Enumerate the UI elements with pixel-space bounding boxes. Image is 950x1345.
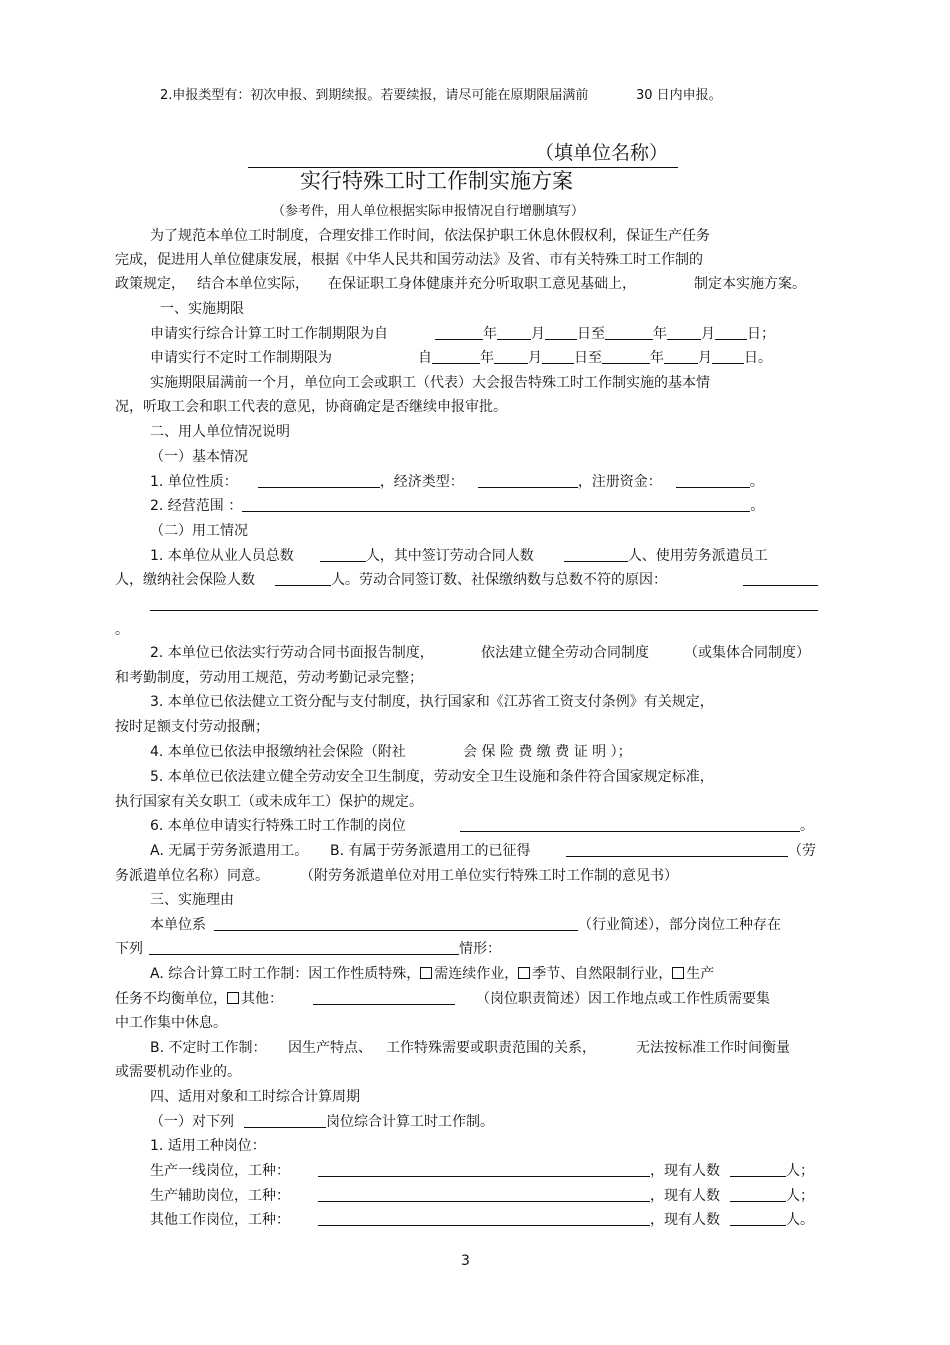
year-label: 年 <box>650 350 664 366</box>
intro-line-3a: 政策规定， <box>115 276 185 292</box>
post-row-auxiliary <box>150 1186 290 1206</box>
applicable-posts-suffix: 岗位综合计算工时工作制。 <box>326 1114 494 1130</box>
day-end-label: 日。 <box>744 350 772 366</box>
post-row-other <box>150 1210 290 1230</box>
post-label: 生产辅助岗位，工种： <box>150 1188 290 1204</box>
day-to-label: 日至 <box>577 326 605 342</box>
irr-start-month[interactable] <box>494 348 528 364</box>
following-label: 下列 <box>115 941 143 957</box>
dispatch-unit-field[interactable] <box>566 841 788 857</box>
person-unit: 人； <box>786 1188 814 1204</box>
mismatch-reason-field-b[interactable] <box>150 595 818 615</box>
intro-line-3d: 制定本实施方案。 <box>694 276 806 292</box>
unit-name-hint: （填单位名称） <box>535 142 669 164</box>
option-other: 其他： <box>241 991 283 1007</box>
application-type-note <box>160 86 588 106</box>
insurance-count-field[interactable] <box>275 570 331 586</box>
count-label: ，现有人数 <box>650 1163 720 1179</box>
reason-a-row-2 <box>115 989 455 1009</box>
checkbox-other[interactable] <box>227 992 239 1004</box>
situation-field[interactable] <box>149 939 459 955</box>
day-end-label: 日； <box>747 326 775 342</box>
comp-period-label: 申请实行综合计算工时工作制期限为自 <box>150 326 388 342</box>
uneven-task-label: 任务不均衡单位， <box>115 991 227 1007</box>
econ-type-field[interactable] <box>478 472 578 488</box>
mismatch-period: 。 <box>115 622 129 638</box>
employment-heading: （二）用工情况 <box>150 523 248 539</box>
comp-start-day[interactable] <box>545 324 577 340</box>
capital-field[interactable] <box>676 472 750 488</box>
auxiliary-count-field[interactable] <box>730 1186 786 1202</box>
section-4-heading: 四、适用对象和工时综合计算周期 <box>150 1089 360 1105</box>
econ-type-label: ，经济类型： <box>379 474 464 490</box>
period: 。 <box>749 474 764 490</box>
total-staff-label: 1. 本单位从业人员总数 <box>150 548 294 564</box>
other-type-field[interactable] <box>318 1210 650 1226</box>
e2-line-a: 2. 本单位已依法实行劳动合同书面报告制度， <box>150 645 434 661</box>
irr-end-year[interactable] <box>602 348 650 364</box>
reason-row-1 <box>150 915 781 935</box>
reason-a-row-2b: （岗位职责简述）因工作地点或工作性质需要集 <box>476 991 770 1007</box>
irr-start-year[interactable] <box>432 348 480 364</box>
scope-row <box>150 496 764 516</box>
comp-start-month[interactable] <box>497 324 531 340</box>
post-row-other-fields <box>318 1210 814 1230</box>
year-label: 年 <box>653 326 667 342</box>
insurance-count-label: 人，缴纳社会保险人数 <box>115 572 255 588</box>
contract-count-field[interactable] <box>564 546 628 562</box>
reason-b-part-2: 因生产特点、 <box>288 1040 372 1056</box>
scope-label: 2. 经营范围 ： <box>150 498 243 514</box>
reason-row-2 <box>115 939 501 959</box>
from-label: 自 <box>418 350 432 366</box>
count-label: ，现有人数 <box>650 1212 720 1228</box>
e6-option-a: A. 无属于劳务派遣用工。 <box>150 843 309 859</box>
expire-line-1: 实施期限届满前一个月，单位向工会或职工（代表）大会报告特殊工时工作制实施的基本情 <box>150 375 710 391</box>
dispatch-unit-hint: （劳 <box>788 843 816 859</box>
comp-start-year[interactable] <box>435 324 483 340</box>
intro-line-3b: 结合本单位实际， <box>197 276 309 292</box>
basic-info-heading: （一）基本情况 <box>150 449 248 465</box>
applicable-posts-row <box>150 1112 494 1132</box>
reason-b-part-3: 工作特殊需要或职责范围的关系， <box>386 1040 596 1056</box>
contract-count-label: 人，其中签订劳动合同人数 <box>365 548 534 564</box>
comp-reason-label: A. 综合计算工时工作制：因工作性质特殊， <box>150 966 421 982</box>
checkbox-seasonal[interactable] <box>518 967 530 979</box>
post-row-auxiliary-fields <box>318 1186 814 1206</box>
industry-field[interactable] <box>214 915 578 931</box>
mismatch-underline-2[interactable] <box>150 595 818 611</box>
nature-field[interactable] <box>258 472 380 488</box>
day-to-label: 日至 <box>574 350 602 366</box>
reason-b-part-4: 无法按标准工作时间衡量 <box>636 1040 790 1056</box>
nature-row <box>150 472 764 492</box>
mismatch-reason-field-a[interactable] <box>743 570 818 590</box>
e4-line-b: 会 保 险 费 缴 费 证 明 ）； <box>463 744 632 760</box>
frontline-count-field[interactable] <box>730 1161 786 1177</box>
irr-start-day[interactable] <box>542 348 574 364</box>
total-staff-field[interactable] <box>320 546 366 562</box>
for-following-label: （一）对下列 <box>150 1114 234 1130</box>
year-label: 年 <box>480 350 494 366</box>
reason-a-row-1 <box>150 964 714 984</box>
irr-end-day[interactable] <box>712 348 744 364</box>
page-number: 3 <box>461 1253 470 1269</box>
other-reason-field[interactable] <box>313 989 455 1005</box>
year-label: 年 <box>483 326 497 342</box>
reason-b-label: B. 不定时工作制： <box>150 1040 267 1056</box>
e2-line-c: （或集体合同制度） <box>684 645 810 661</box>
section-1-heading: 一、实施期限 <box>160 301 244 317</box>
comp-end-month[interactable] <box>667 324 701 340</box>
month-label: 月 <box>531 326 545 342</box>
comp-end-day[interactable] <box>715 324 747 340</box>
mismatch-underline-1[interactable] <box>743 570 818 586</box>
e6-posts-field[interactable] <box>460 816 800 832</box>
option-seasonal: 季节、自然限制行业， <box>532 966 673 982</box>
post-label: 生产一线岗位，工种： <box>150 1163 290 1179</box>
person-unit: 人。 <box>786 1212 814 1228</box>
month-label: 月 <box>701 326 715 342</box>
auxiliary-type-field[interactable] <box>318 1186 650 1202</box>
section-2-heading: 二、用人单位情况说明 <box>150 424 290 440</box>
e6-line-e: （附劳务派遣单位对用工单位实行特殊工时工作制的意见书） <box>300 868 678 884</box>
note-text: 2.申报类型有：初次申报、到期续报。若要续报，请尽可能在原期限届满前 <box>160 88 589 103</box>
post-label: 其他工作岗位，工种： <box>150 1212 290 1228</box>
applicable-posts-field[interactable] <box>244 1112 326 1128</box>
irr-end-month[interactable] <box>664 348 698 364</box>
other-count-field[interactable] <box>730 1210 786 1226</box>
unit-is-label: 本单位系 <box>150 917 206 933</box>
intro-line-3c: 在保证职工身体健康并充分听取职工意见基础上， <box>328 276 636 292</box>
dispatch-label: 人、使用劳务派遣员工 <box>627 548 768 564</box>
e6-line: 6. 本单位申请实行特殊工时工作制的岗位 <box>150 818 406 834</box>
nature-label: 1. 单位性质： <box>150 474 238 490</box>
count-label: ，现有人数 <box>650 1188 720 1204</box>
post-row-frontline <box>150 1161 290 1181</box>
option-production: 生产 <box>686 966 715 982</box>
e3-line-a: 3. 本单位已依法健立工资分配与支付制度，执行国家和《江苏省工资支付条例》有关规定， <box>150 694 714 710</box>
industry-hint: （行业简述），部分岗位工种存在 <box>578 917 781 933</box>
month-label: 月 <box>698 350 712 366</box>
period: 。 <box>800 818 814 834</box>
e4-line-a: 4. 本单位已依法申报缴纳社会保险（附社 <box>150 744 406 760</box>
scope-field[interactable] <box>242 496 750 512</box>
irr-period-fields <box>418 348 772 368</box>
irr-period-label: 申请实行不定时工作制期限为 <box>150 350 332 366</box>
checkbox-production[interactable] <box>672 967 684 979</box>
checkbox-continuous[interactable] <box>420 967 432 979</box>
mismatch-reason-label: 人。劳动合同签订数、社保缴纳数与总数不符的原因： <box>331 572 667 588</box>
comp-end-year[interactable] <box>605 324 653 340</box>
e6-line-d: 务派遣单位名称）同意。 <box>115 868 269 884</box>
reason-a-row-3: 中工作集中休息。 <box>115 1015 227 1031</box>
intro-line-2: 完成，促进用人单位健康发展，根据《中华人民共和国劳动法》及省、市有关特殊工时工作制的 <box>115 252 703 268</box>
e2-line-b: 依法建立健全劳动合同制度 <box>481 645 649 661</box>
e6-field-row <box>460 816 814 836</box>
application-type-note-tail: 30 日内申报。 <box>636 88 722 103</box>
document-title: 实行特殊工时工作制实施方案 <box>300 169 573 193</box>
e2-line-d: 和考勤制度，劳动用工规范，劳动考勤记录完整； <box>115 670 423 686</box>
month-label: 月 <box>528 350 542 366</box>
intro-line-1: 为了规范本单位工时制度，合理安排工作时间，依法保护职工休息休假权利，保证生产任务 <box>150 228 710 244</box>
e5-line-b: 执行国家有关女职工（或未成年工）保护的规定。 <box>115 794 423 810</box>
post-row-frontline-fields <box>318 1161 814 1181</box>
option-continuous: 需连续作业， <box>434 966 519 982</box>
e3-line-b: 按时足额支付劳动报酬； <box>115 719 269 735</box>
e6-dispatch-field-wrap <box>566 841 816 861</box>
document-subtitle: （参考件，用人单位根据实际申报情况自行增删填写） <box>272 204 585 219</box>
situation-label: 情形： <box>459 941 501 957</box>
period: 。 <box>750 498 765 514</box>
expire-line-2: 况，听取工会和职工代表的意见，协商确定是否继续申报审批。 <box>115 399 507 415</box>
section-3-heading: 三、实施理由 <box>150 892 234 908</box>
employment-row-1 <box>150 546 768 566</box>
person-unit: 人； <box>786 1163 814 1179</box>
frontline-type-field[interactable] <box>318 1161 650 1177</box>
employment-row-2 <box>115 570 667 590</box>
post-types-label: 1. 适用工种岗位： <box>150 1138 266 1154</box>
comp-period-fields <box>435 324 775 344</box>
reason-b-part-5: 或需要机动作业的。 <box>115 1064 241 1080</box>
e5-line-a: 5. 本单位已依法建立健全劳动安全卫生制度，劳动安全卫生设施和条件符合国家规定标准， <box>150 769 714 785</box>
capital-label: ，注册资金： <box>577 474 662 490</box>
e6-option-b: B. 有属于劳务派遣用工的已征得 <box>330 843 531 859</box>
